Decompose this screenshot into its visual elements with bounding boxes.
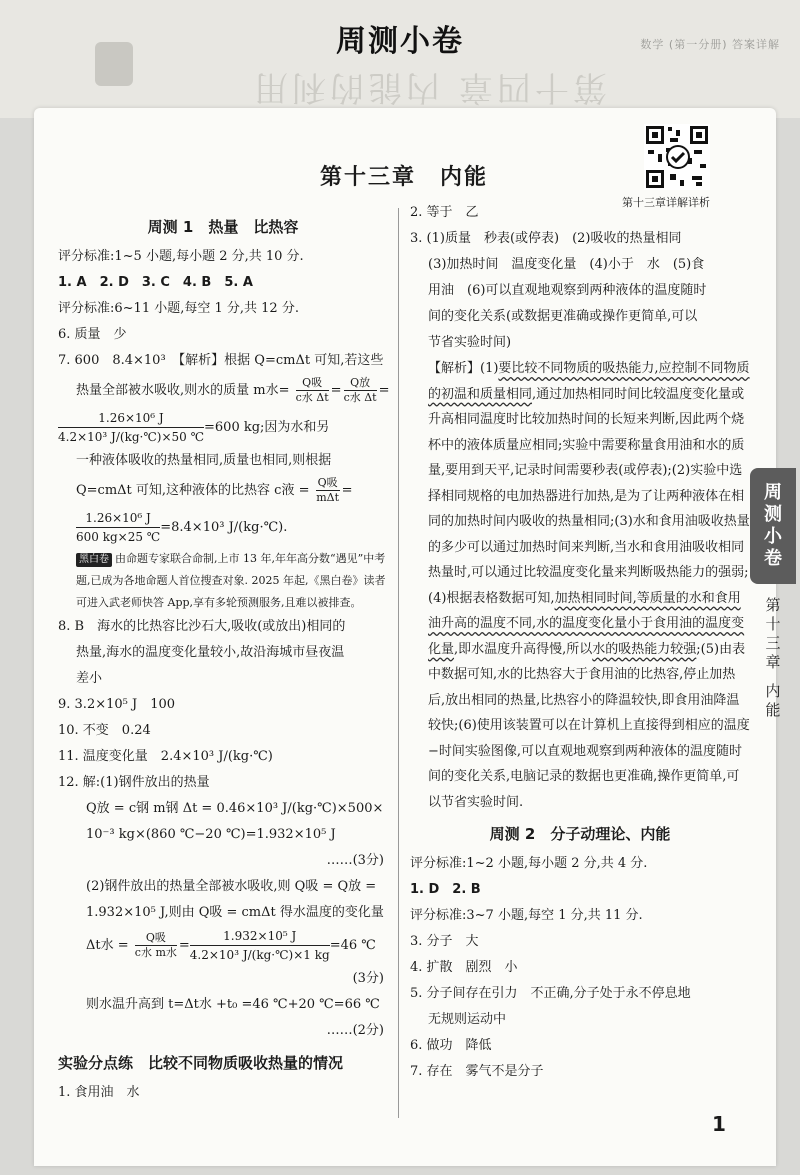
text-run: =8.4×10³ J/(kg·℃). [160, 520, 288, 535]
section-title-week1: 周测 1 热量 比热容 [147, 218, 299, 236]
left-column [58, 212, 388, 1106]
wavy-underlined-text: 水的吸热能力较强 [592, 641, 697, 657]
answer-line [58, 508, 388, 548]
fraction [58, 409, 204, 446]
scoring-rule: 评分标准:6~11 小题,每空 1 分,共 12 分. [58, 301, 299, 316]
fraction [190, 927, 330, 964]
fraction [135, 931, 177, 960]
qr-caption: 第十三章详解详析 [622, 196, 710, 209]
answer-line: 则水温升高到 t=Δt水 +t₀ =46 ℃+20 ℃=66 ℃ [86, 997, 380, 1012]
text-run: 热量全部被水吸收,则水的质量 m水= [76, 383, 290, 398]
analysis-paragraph [410, 356, 750, 815]
side-chapter-gap [758, 672, 788, 682]
section-title-week2: 周测 2 分子动理论、内能 [489, 825, 671, 843]
promo-badge: 黑白卷 [76, 553, 112, 567]
numerator: Q吸 [135, 931, 177, 946]
answer-line: 热量,海水的温度变化量较小,故沿海城市昼夜温 [76, 645, 345, 660]
answer-line: Δt水 = $\frac{\text{Q吸}}{\text{c水 m水}}$ = $\frac{\text{1.932×10⁵ J}}{\text{4.2×10³ J/(kg·℃)×1 kg}}$ =46 ℃ [86, 929, 376, 962]
answer-line: 11. 温度变化量 2.4×10³ J/(kg·℃) [58, 749, 273, 764]
side-chapter-label [758, 596, 788, 720]
denominator: mΔt [316, 491, 340, 504]
side-chapter-char: 章 [765, 653, 781, 671]
right-column [410, 200, 750, 1085]
answer-line: 1. D 2. B [410, 882, 481, 897]
fraction [316, 476, 340, 505]
chapter-title: 第十三章 内能 [320, 165, 489, 190]
text-run: 【解析】(1) [428, 361, 499, 376]
side-tab-char: 周 [764, 482, 782, 503]
answer-line: 2. 等于 乙 [410, 205, 479, 220]
promo-text: 由命题专家联合命制,上市 13 年,年年高分数“遇见”中考题,已成为各地命题人首位搜查对象. 2025 年起,《黑白卷》读者可进入武老师快答 App,享有多轮预测服务,且难以被排查。 [76, 552, 386, 609]
column-divider [398, 208, 399, 1118]
text-run: =46 ℃ [329, 938, 376, 953]
fraction [76, 509, 160, 546]
answer-line: 一种液体吸收的热量相同,质量也相同,则根据 [76, 453, 332, 468]
promo-note [58, 548, 388, 614]
section-side-tab[interactable] [750, 468, 796, 584]
answer-line: Q=cmΔt 可知,这种液体的比热容 c液 = $\frac{\text{Q吸}}{\text{mΔt}}$ = [76, 476, 353, 504]
answer-line: 热量全部被水吸收,则水的质量 m水= $\frac{\text{Q吸}}{\text{c水 Δt}}$ = $\frac{\text{Q放}}{\text{c水 Δt}}$ = [76, 376, 390, 404]
answer-line: 无规则运动中 [428, 1012, 507, 1027]
side-chapter-char: 内 [765, 682, 781, 700]
answer-line: 3. (1)质量 秒表(或停表) (2)吸收的热量相同 [410, 231, 682, 246]
scoring-rule: 评分标准:1~2 小题,每小题 2 分,共 4 分. [410, 856, 648, 871]
answer-line: Q放 = c钢 m钢 Δt = 0.46×10³ J/(kg·℃)×500× [86, 801, 384, 816]
numerator: Q放 [344, 376, 377, 391]
side-tab-char: 小 [764, 526, 782, 547]
side-chapter-char: 能 [765, 701, 781, 719]
answer-line: 10. 不变 0.24 [58, 723, 151, 738]
back-page-running-head: 数学 (第一分册) 答案详解 [640, 38, 780, 51]
side-tab-char: 卷 [764, 548, 782, 569]
text-run: ,通过加热相同时间比较温度变化量或升高相同温度时比较加热时间的长短来判断,因此两个烧杯中的液体质量应相同;实验中需要称量食用油和水的质量,要用到天平,记录时间需要秒表(或停表);(2)实验中选择相同规格的电加热器进行加热,是为了让两种液体在相同的加热时间内吸收的热量相同;(3)水和食用油吸收热量的多少可以通过加热时间来判断,当水和食用油吸收相同热量时,可以通过比较温度变化量来判断吸热能力的强弱;(4)根据表格数据可知, [428, 386, 750, 606]
answer-line: 10⁻³ kg×(860 ℃−20 ℃)=1.932×10⁵ J [86, 827, 336, 842]
page-title: 周测小卷 [336, 24, 464, 59]
fraction [296, 376, 329, 405]
numerator: Q吸 [317, 476, 338, 489]
answer-line [58, 408, 388, 448]
numerator: Q吸 [296, 376, 329, 391]
answer-line: 8. B 海水的比热容比沙石大,吸收(或放出)相同的 [58, 619, 346, 634]
denominator: 600 kg×25 ℃ [76, 530, 161, 544]
denominator: 4.2×10³ J/(kg·℃)×50 ℃ [58, 430, 205, 444]
answer-line: 差小 [76, 671, 103, 686]
back-page-mirrored-heading: 第十四章 内能的利用 [250, 67, 607, 107]
text-run: Q=cmΔt 可知,这种液体的比热容 c液 = [76, 483, 310, 498]
text-run: ,即水温度升高得慢,所以 [454, 641, 593, 657]
side-tab-char: 测 [764, 504, 782, 525]
denominator: 4.2×10³ J/(kg·℃)×1 kg [189, 948, 330, 962]
denominator: c水 m水 [134, 946, 177, 959]
numerator: 1.26×10⁶ J [58, 409, 204, 428]
side-chapter-char: 第 [765, 596, 781, 614]
side-chapter-char: 三 [765, 634, 781, 652]
answer-line: 6. 做功 降低 [410, 1038, 492, 1053]
answer-line: 间的变化关系(或数据更准确或操作更简单,可以 [428, 309, 698, 324]
answer-line: 12. 解:(1)钢件放出的热量 [58, 775, 210, 790]
text-run: =600 kg;因为水和另 [204, 420, 330, 435]
text-run: ;(5)由表中数据可知,水的比热容大于食用油的比热容,停止加热后,放出相同的热量,比热容小的降温较快,即食用油降温较快;(6)使用该装置可以在计算机上直接得到相应的温度−时间实验图像,可以直观地观察到两种液体的温度随时间的变化关系,电脑记录的数据也更准确,操作更简单,可以节省实验时间. [428, 641, 750, 810]
numerator: 1.932×10⁵ J [190, 927, 330, 946]
answer-line: 1.932×10⁵ J,则由 Q吸 = cmΔt 得水温度的变化量 [86, 905, 384, 920]
score-marker: ……(3分) [326, 853, 384, 868]
score-marker: (3分) [352, 971, 384, 986]
wavy-underlined-text: 要比较不同物质的吸热能力,应控制不同物质的初温和质量相同 [428, 361, 750, 402]
answer-line: 9. 3.2×10⁵ J 100 [58, 697, 176, 712]
numerator: 1.26×10⁶ J [76, 509, 160, 528]
page-number: 1 [712, 1112, 726, 1136]
answer-line: 用油 (6)可以直观地观察到两种液体的温度随时 [428, 283, 707, 298]
qr-code-icon[interactable] [644, 124, 710, 190]
answer-line: 7. 存在 雾气不是分子 [410, 1064, 544, 1079]
answer-line: 1. 食用油 水 [58, 1085, 140, 1100]
scoring-rule: 评分标准:1~5 小题,每小题 2 分,共 10 分. [58, 249, 304, 264]
answer-line: (3)加热时间 温度变化量 (4)小于 水 (5)食 [428, 257, 705, 272]
section-title-experiment: 实验分点练 比较不同物质吸收热量的情况 [58, 1054, 344, 1072]
scoring-rule: 评分标准:3~7 小题,每空 1 分,共 11 分. [410, 908, 643, 923]
fraction [344, 376, 377, 405]
score-marker: ……(2分) [326, 1023, 384, 1038]
answer-line: 6. 质量 少 [58, 327, 127, 342]
answer-line: 4. 扩散 剧烈 小 [410, 960, 518, 975]
answer-line: 节省实验时间) [428, 335, 512, 350]
denominator: c水 Δt [343, 391, 377, 404]
denominator: c水 Δt [295, 391, 329, 404]
answer-line: (2)钢件放出的热量全部被水吸收,则 Q吸 = Q放 = [86, 879, 377, 894]
side-chapter-char: 十 [765, 615, 781, 633]
answer-line: 5. 分子间存在引力 不正确,分子处于永不停息地 [410, 986, 691, 1001]
answer-line: 7. 600 8.4×10³ 【解析】根据 Q=cmΔt 可知,若这些 [58, 353, 384, 368]
answer-line: 3. 分子 大 [410, 934, 479, 949]
answer-line: 1. A 2. D 3. C 4. B 5. A [58, 275, 253, 290]
wavy-underlined-text: 加热相同时间,等质量的水和食用油升高的温度不同,水的温度变化量小于食用油的温度变化量 [428, 590, 745, 657]
text-run: Δt水 = [86, 938, 129, 953]
